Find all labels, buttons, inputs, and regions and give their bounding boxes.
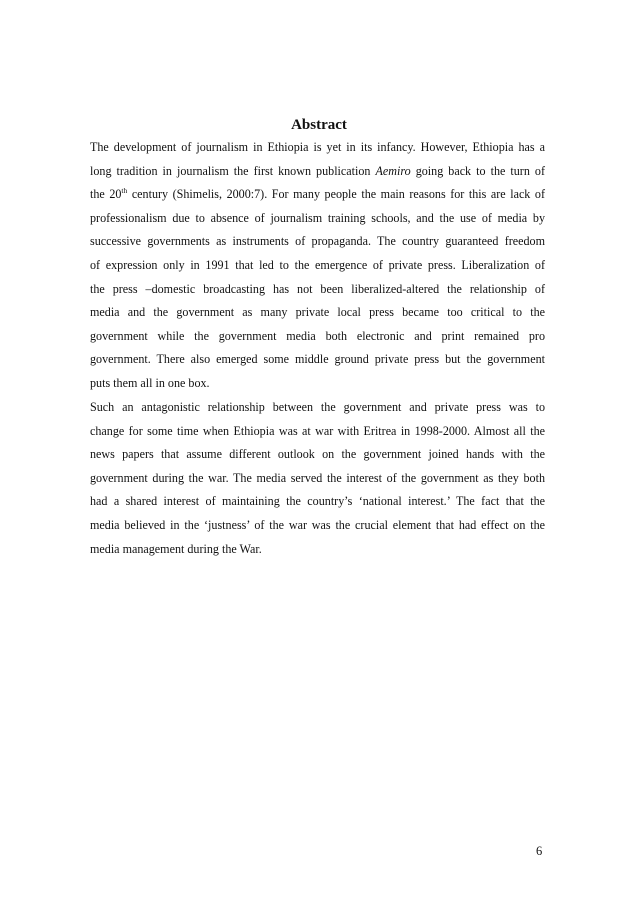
paragraph-2-line-4: government during the war. The media served the interest of the government as they both xyxy=(90,470,545,485)
paragraph-1-line-9: government while the government media both electronic and print remained pro xyxy=(90,328,545,343)
paragraph-1-line-6: of expression only in 1991 that led to the emergence of private press. Liberalization of xyxy=(90,257,545,272)
paragraph-2-line-6: media believed in the ‘justness’ of the war was the crucial element that had effect on the xyxy=(90,517,545,532)
publication-title-aemiro: Aemiro xyxy=(375,163,411,178)
paragraph-1-line-8: media and the government as many private local press became too critical to the xyxy=(90,305,545,320)
paragraph-1-line-4: professionalism due to absence of journalism training schools, and the use of media by xyxy=(90,210,545,225)
abstract-paragraph-1 xyxy=(90,136,545,396)
abstract-heading: Abstract xyxy=(291,117,347,133)
paragraph-1-line-1: The development of journalism in Ethiopia is yet in its infancy. However, Ethiopia has a xyxy=(90,140,545,154)
paragraph-2-line-3: news papers that assume different outlook on the government joined hands with the xyxy=(90,447,545,462)
line-2-text-start: long tradition in journalism the first known publication xyxy=(90,163,376,178)
abstract-paragraph-2 xyxy=(90,396,545,561)
line-3-text-end: century (Shimelis, 2000:7). For many people the main reasons for this are lack of xyxy=(127,187,545,202)
paragraph-2-line-7: media management during the War. xyxy=(90,541,262,556)
paragraph-2-line-5: had a shared interest of maintaining the country’s ‘national interest.’ The fact that the xyxy=(90,494,545,509)
paragraph-1-line-11: puts them all in one box. xyxy=(90,375,210,390)
ordinal-superscript: th xyxy=(121,186,128,196)
line-2-text-end: going back to the turn of xyxy=(410,163,545,178)
paragraph-2-line-2: change for some time when Ethiopia was at war with Eritrea in 1998-2000. Almost all the xyxy=(90,423,545,438)
page-number: 6 xyxy=(536,844,543,858)
paragraph-2-line-1: Such an antagonistic relationship between the government and private press was to xyxy=(90,400,545,414)
paragraph-1-line-5: successive governments as instruments of propaganda. The country guaranteed freedom xyxy=(90,234,545,249)
paragraph-1-line-2 xyxy=(90,160,545,184)
paragraph-1-line-10: government. There also emerged some middle ground private press but the government xyxy=(90,352,545,367)
paragraph-1-line-3 xyxy=(90,183,545,207)
paragraph-1-line-7: the press –domestic broadcasting has not been liberalized-altered the relationship of xyxy=(90,281,545,296)
line-3-text-start: the 20 xyxy=(90,187,122,202)
